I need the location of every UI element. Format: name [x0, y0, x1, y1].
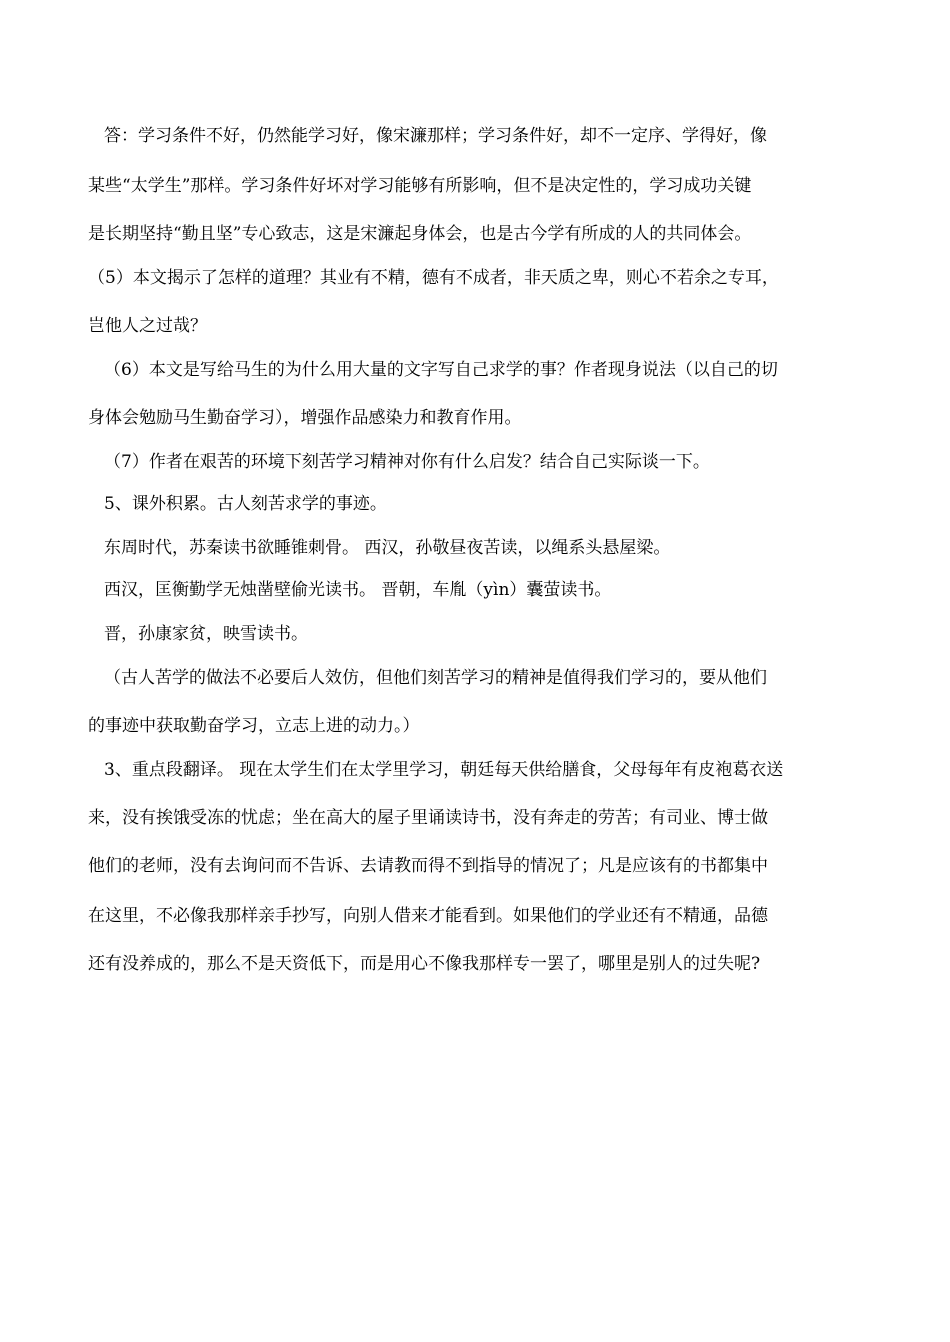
question-7-line: （7）作者在艰苦的环境下刻苦学习精神对你有什么启发？结合自己实际谈一下。: [104, 452, 710, 472]
question-6-line-1: （6）本文是写给马生的为什么用大量的文字写自己求学的事？作者现身说法（以自己的切: [104, 360, 778, 380]
question-5-line-2: 岂他人之过哉？: [88, 316, 207, 336]
translation-line-3: 他们的老师，没有去询问而不告诉、去请教而得不到指导的情况了；凡是应该有的书都集中: [88, 856, 768, 876]
answer-line-1: 答：学习条件不好，仍然能学习好，像宋濂那样；学习条件好，却不一定序、学得好，像: [104, 126, 767, 146]
story-line-3: 晋，孙康家贫，映雪读书。: [104, 624, 308, 644]
translation-line-2: 来，没有挨饿受冻的忧虑；坐在高大的屋子里诵读诗书，没有奔走的劳苦；有司业、博士做: [88, 808, 768, 828]
section-5-heading: 5、课外积累。古人刻苦求学的事迹。: [104, 494, 387, 514]
story-line-1: 东周时代，苏秦读书欲睡锥刺骨。 西汉，孙敬昼夜苦读，以绳系头悬屋梁。: [104, 538, 671, 558]
translation-line-1: 3、重点段翻译。 现在太学生们在太学里学习，朝廷每天供给膳食，父母每年有皮袍葛衣送: [104, 760, 784, 780]
note-line-1: （古人苦学的做法不必要后人效仿，但他们刻苦学习的精神是值得我们学习的，要从他们: [104, 668, 767, 688]
answer-line-2: 某些“太学生”那样。学习条件好坏对学习能够有所影响，但不是决定性的，学习成功关键: [88, 176, 752, 196]
translation-line-4: 在这里，不必像我那样亲手抄写，向别人借来才能看到。如果他们的学业还有不精通，品德: [88, 906, 768, 926]
translation-line-5: 还有没养成的，那么不是天资低下，而是用心不像我那样专一罢了，哪里是别人的过失呢?: [88, 954, 761, 974]
question-5-line-1: （5）本文揭示了怎样的道理？其业有不精，德有不成者，非天质之卑，则心不若余之专耳，: [88, 268, 779, 288]
story-line-2: 西汉，匡衡勤学无烛凿壁偷光读书。 晋朝，车胤（yìn）囊萤读书。: [104, 580, 612, 600]
answer-line-3: 是长期坚持“勤且坚”专心致志，这是宋濂起身体会，也是古今学有所成的人的共同体会。: [88, 224, 752, 244]
question-6-line-2: 身体会勉励马生勤奋学习），增强作品感染力和教育作用。: [88, 408, 522, 428]
note-line-2: 的事迹中获取勤奋学习，立志上进的动力。）: [88, 716, 420, 736]
